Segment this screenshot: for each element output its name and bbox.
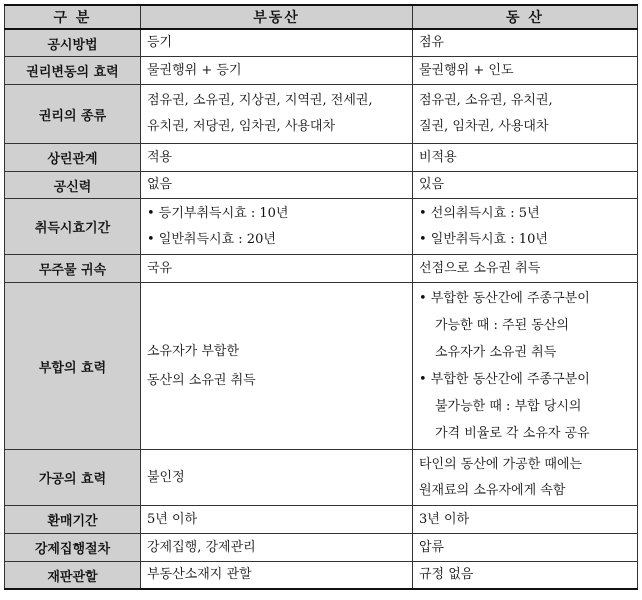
header-movable: 동 산 [413, 5, 638, 29]
table-row [5, 562, 638, 590]
table-row [5, 506, 638, 534]
movable-cell: 3년 이하 [413, 506, 638, 534]
row-label: 강제집행절차 [5, 534, 141, 562]
row-label: 공시방법 [5, 29, 141, 57]
movable-cell: 압류 [413, 534, 638, 562]
immovable-cell: 물권행위 + 등기 [141, 57, 413, 85]
row-label: 상린관계 [5, 144, 141, 172]
immovable-cell: 불인정 [141, 450, 413, 506]
header-row [5, 5, 638, 29]
row-label: 환매기간 [5, 506, 141, 534]
immovable-cell: 5년 이하 [141, 506, 413, 534]
immovable-cell: 점유권, 소유권, 지상권, 지역권, 전세권, 유치권, 저당권, 임차권, 사용대차 [141, 85, 413, 144]
movable-cell: 점유권, 소유권, 유치권, 질권, 임차권, 사용대차 [413, 85, 638, 144]
movable-cell: 물권행위 + 인도 [413, 57, 638, 85]
movable-cell: • 부합한 동산간에 주종구분이 가능한 때 : 주된 동산의 소유자가 소유권 취득 • 부합한 동산간에 주종구분이 불가능한 때 : 부합 당시의 가격 비율로 각 소유자 공유 [413, 283, 638, 450]
table-row [5, 172, 638, 199]
immovable-cell: 등기 [141, 29, 413, 57]
movable-cell: 점유 [413, 29, 638, 57]
immovable-cell: 강제집행, 강제관리 [141, 534, 413, 562]
table-row [5, 199, 638, 255]
immovable-cell: 국유 [141, 255, 413, 283]
immovable-cell: 부동산소재지 관할 [141, 562, 413, 590]
comparison-table [4, 4, 638, 590]
row-label: 취득시효기간 [5, 199, 141, 255]
table-row [5, 534, 638, 562]
table-row [5, 283, 638, 450]
row-label: 무주물 귀속 [5, 255, 141, 283]
table-row [5, 450, 638, 506]
movable-cell: • 선의취득시효 : 5년 • 일반취득시효 : 10년 [413, 199, 638, 255]
immovable-cell: 없음 [141, 172, 413, 199]
table-row [5, 29, 638, 57]
immovable-cell: • 등기부취득시효 : 10년 • 일반취득시효 : 20년 [141, 199, 413, 255]
immovable-cell: 소유자가 부합한 동산의 소유권 취득 [141, 283, 413, 450]
row-label: 권리의 종류 [5, 85, 141, 144]
header-category: 구 분 [5, 5, 141, 29]
movable-cell: 비적용 [413, 144, 638, 172]
table-row [5, 85, 638, 144]
row-label: 부합의 효력 [5, 283, 141, 450]
immovable-cell: 적용 [141, 144, 413, 172]
table-row [5, 255, 638, 283]
header-immovable: 부동산 [141, 5, 413, 29]
table-row [5, 144, 638, 172]
movable-cell: 타인의 동산에 가공한 때에는 원재료의 소유자에게 속함 [413, 450, 638, 506]
row-label: 공신력 [5, 172, 141, 199]
movable-cell: 선점으로 소유권 취득 [413, 255, 638, 283]
movable-cell: 있음 [413, 172, 638, 199]
row-label: 재판관할 [5, 562, 141, 590]
table-row [5, 57, 638, 85]
row-label: 권리변동의 효력 [5, 57, 141, 85]
movable-cell: 규정 없음 [413, 562, 638, 590]
row-label: 가공의 효력 [5, 450, 141, 506]
